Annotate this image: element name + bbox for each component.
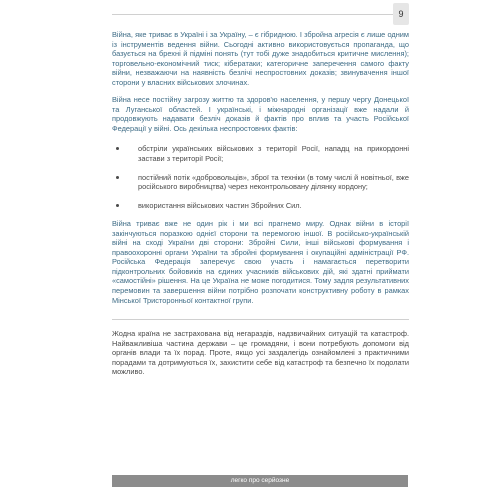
list-item-text: постійний потік «добровольців», зброї та техніки (в тому числі й новітньої, вже російського виробництва) через неконтрольовану ділянку кордону;	[138, 172, 409, 192]
page-content	[112, 30, 409, 377]
bullet-icon	[116, 176, 119, 179]
header-rule	[112, 14, 408, 15]
section-divider	[112, 319, 409, 320]
paragraph-hybrid-war: Війна, яке триває в Україні і за Україну, – є гібридною. І збройна агресія є лише одним із інструментів ведення війни. Сьогодні активно використовується пропаганда, що базується на брехні й підміні понять (тут тобі дуже знадобиться критичне мислення); торговельно-економічний тиск; кібератаки; категоричне заперечення самого факту війни, незважаючи на наявність безлічі неспростовних доказів; звинувачення іншої сторони у власних військових злочинах.	[112, 30, 409, 87]
facts-list	[112, 144, 409, 210]
list-item	[112, 144, 409, 163]
bullet-icon	[116, 204, 119, 207]
paragraph-peace: Війна триває вже не один рік і ми всі прагнемо миру. Однак війни в історії закінчуються поразкою однієї сторони та перемогою іншої. В російсько-українській війні на сході України дві сторони: Збройні Сили, інші військові формування і правоохоронні органи України та збройні формування і окупаційні адміністрації РФ. Російська Федерація заперечує свою участь і намагається перетворити підконтрольних бойовиків на єдиних учасників військових дій, які здатні приймати «самостійні» рішення. На це Україна не може погодитися. Тому задля результативних перемовин та завершення війни потрібно розпочати конструктивну роботу в рамках Мінської Тристоронньої контактної групи.	[112, 219, 409, 305]
list-item-text: обстріли українських військових з території Росії, нападц на прикордонні застави з території Росії;	[138, 144, 409, 164]
page-number: 9	[393, 3, 409, 25]
list-item	[112, 173, 409, 192]
footer-bar: легко про серйозне	[112, 475, 408, 487]
bullet-icon	[116, 147, 119, 150]
list-item	[112, 201, 409, 211]
paragraph-threat: Війна несе постійну загрозу життю та здоров'ю населення, у першу чергу Донецької та Луганської областей. І українські, і міжнародні організації вже надали й продовжують надавати безліч доказів й фактів про вплив та участь Російської Федерації у війні. Ось декілька неспростовних фактів:	[112, 95, 409, 133]
list-item-text: використання військових частин Збройних Сил.	[138, 200, 302, 210]
paragraph-preparedness: Жодна країна не застрахована від негараздів, надзвичайних ситуацій та катастроф. Найважливіша частина держави – це громадяни, і вони потребують допомоги від органів влади та їх порад. Проте, якщо усі заздалегідь ознайомлені з практичними порадами та дотримуються їх, захистити себе від катастроф та безпечно їх подолати можливо.	[112, 329, 409, 377]
